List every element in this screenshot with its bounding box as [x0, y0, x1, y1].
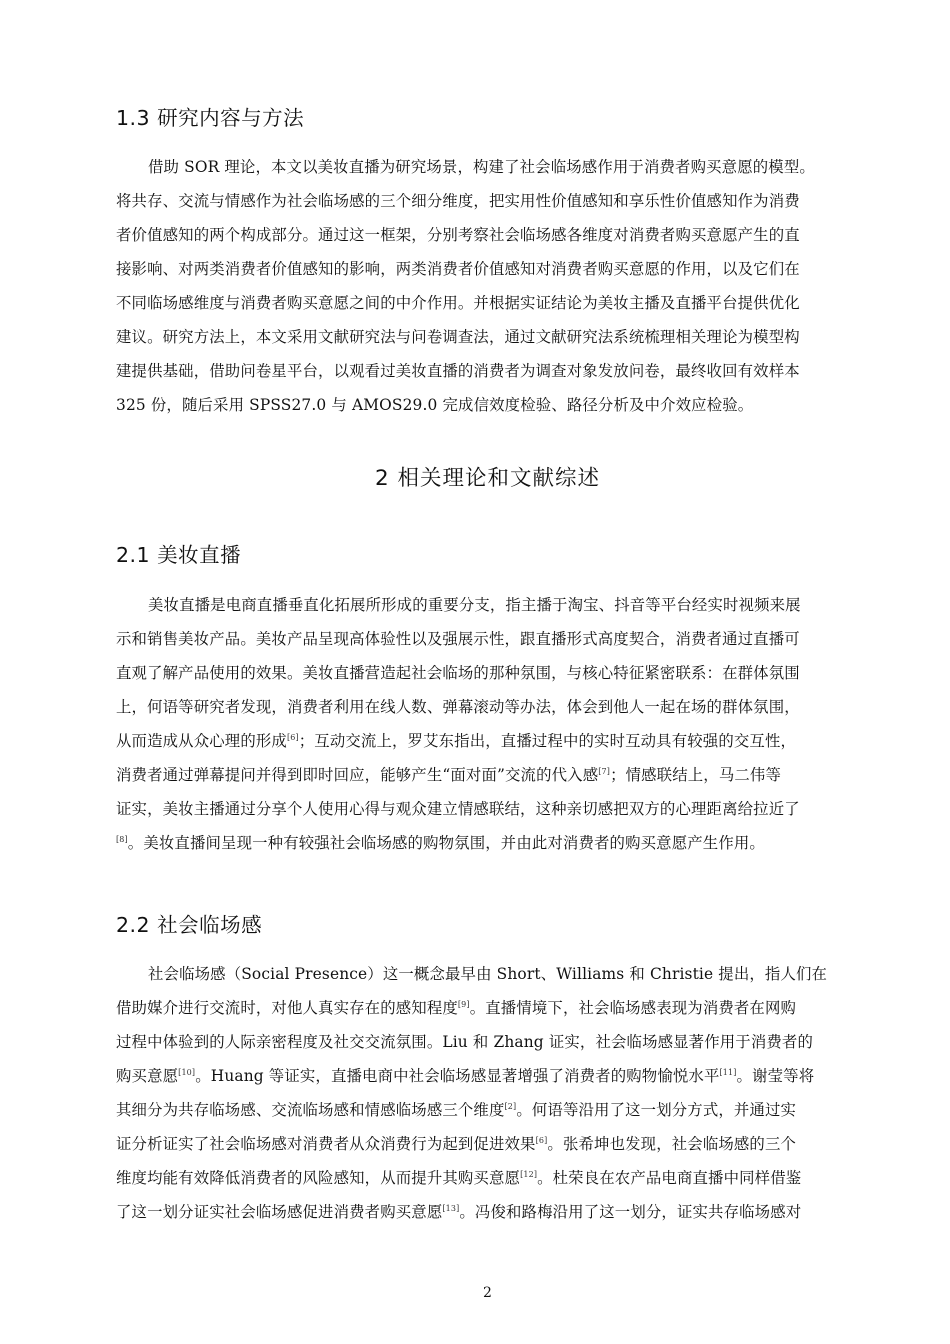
paragraph-line: [116, 1195, 860, 1229]
line-text: 借助媒介进行交流时，对他人真实存在的感知程度: [116, 999, 458, 1017]
paragraph-line: [116, 588, 860, 622]
paragraph-line: [116, 1093, 860, 1127]
line-text: 示和销售美妆产品。美妆产品呈现高体验性以及强展示性，跟直播形式高度契合，消费者通过直播可: [116, 630, 800, 648]
section-heading-2-2: 2.2 社会临场感: [116, 913, 263, 937]
paragraph-line: 将共存、交流与情感作为社会临场感的三个细分维度，把实用性价值感知和享乐性价值感知作为消费: [116, 192, 800, 210]
paragraph-line: [116, 1127, 860, 1161]
paragraph-line: [116, 1059, 860, 1093]
paragraph-line: [116, 724, 860, 758]
line-text: 证分析证实了社会临场感对消费者从众消费行为起到促进效果: [116, 1135, 536, 1153]
paragraph-line: [116, 656, 860, 690]
paragraph-social-presence: [116, 957, 860, 1229]
citation-ref: [11]: [719, 1068, 737, 1077]
line-text: 。杜荣良在农产品电商直播中同样借鉴: [537, 1169, 802, 1187]
line-text: ；互动交流上，罗艾东指出，直播过程中的实时互动具有较强的交互性，: [298, 732, 797, 750]
citation-ref: [8]: [116, 835, 128, 844]
citation-ref: [6]: [286, 733, 299, 742]
line-text: 。Huang 等证实，直播电商中社会临场感显著增强了消费者的购物愉悦水平: [195, 1067, 720, 1085]
paragraph-line: 建议。研究方法上，本文采用文献研究法与问卷调查法，通过文献研究法系统梳理相关理论为模型构: [116, 328, 800, 346]
citation-ref: [12]: [520, 1170, 538, 1179]
line-text: 从而造成从众心理的形成: [116, 732, 287, 750]
citation-ref: [2]: [504, 1102, 517, 1111]
paragraph-beauty-live-streaming: [116, 588, 860, 860]
line-text: 直观了解产品使用的效果。美妆直播营造起社会临场的那种氛围，与核心特征紧密联系：在群体氛围: [116, 664, 800, 682]
paragraph-line: [116, 758, 860, 792]
line-text: 了这一划分证实社会临场感促进消费者购买意愿: [116, 1203, 443, 1221]
line-text: 过程中体验到的人际亲密程度及社交交流氛围。Liu 和 Zhang 证实，社会临场感显著作用于消费者的: [116, 1033, 814, 1051]
citation-ref: [13]: [442, 1204, 460, 1213]
citation-ref: [6]: [535, 1136, 548, 1145]
line-text: 维度均能有效降低消费者的风险感知，从而提升其购买意愿: [116, 1169, 521, 1187]
paragraph-line: 接影响、对两类消费者价值感知的影响，两类消费者价值感知对消费者购买意愿的作用，以及它们在: [116, 260, 800, 278]
paragraph-line: [116, 1161, 860, 1195]
line-text: 。何语等沿用了这一划分方式，并通过实: [516, 1101, 797, 1119]
paragraph-line: [116, 690, 860, 724]
page-number: 2: [483, 1285, 492, 1301]
line-text: ；情感联结上，马二伟等: [610, 766, 782, 784]
section-heading-1-3: 1.3 研究内容与方法: [116, 106, 305, 130]
line-text: 购买意愿: [116, 1067, 179, 1085]
citation-ref: [9]: [457, 1000, 470, 1009]
paragraph-line: [116, 1025, 860, 1059]
paragraph-line: 借助 SOR 理论，本文以美妆直播为研究场景，构建了社会临场感作用于消费者购买意愿的模型。: [148, 158, 815, 176]
line-text: 其细分为共存临场感、交流临场感和情感临场感三个维度: [116, 1101, 505, 1119]
paragraph-line: [116, 957, 860, 991]
paragraph-line: [116, 792, 860, 826]
citation-ref: [7]: [598, 767, 611, 776]
line-text: 证实，美妆主播通过分享个人使用心得与观众建立情感联结，这种亲切感把双方的心理距离给拉近了: [116, 800, 800, 818]
paragraph-line: 325 份，随后采用 SPSS27.0 与 AMOS29.0 完成信效度检验、路径分析及中介效应检验。: [116, 396, 754, 414]
paragraph-line: [116, 622, 860, 656]
chapter-heading-2: 2 相关理论和文献综述: [374, 466, 600, 491]
paragraph-line: 不同临场感维度与消费者购买意愿之间的中介作用。并根据实证结论为美妆主播及直播平台提供优化: [116, 294, 800, 312]
line-text: 。冯俊和路梅沿用了这一划分，证实共存临场感对: [459, 1203, 802, 1221]
paragraph-line: 者价值感知的两个构成部分。通过这一框架，分别考察社会临场感各维度对消费者购买意愿产生的直: [116, 226, 800, 244]
line-text: 社会临场感（Social Presence）这一概念最早由 Short、Williams 和 Christie 提出，指人们在: [148, 965, 828, 983]
line-text: 上，何语等研究者发现，消费者利用在线人数、弹幕滚动等办法，体会到他人一起在场的群体氛围，: [116, 698, 800, 716]
paragraph-line: 建提供基础，借助问卷星平台，以观看过美妆直播的消费者为调查对象发放问卷，最终收回有效样本: [116, 362, 800, 380]
line-text: 。美妆直播间呈现一种有较强社会临场感的购物氛围，并由此对消费者的购买意愿产生作用。: [127, 834, 765, 852]
line-text: 美妆直播是电商直播垂直化拓展所形成的重要分支，指主播于淘宝、抖音等平台经实时视频来展: [148, 596, 801, 614]
line-text: 。谢莹等将: [736, 1067, 815, 1085]
paragraph-line: [116, 991, 860, 1025]
paragraph-research-content: [116, 150, 860, 422]
citation-ref: [10]: [178, 1068, 196, 1077]
line-text: 消费者通过弹幕提问并得到即时回应，能够产生“面对面”交流的代入感: [116, 766, 599, 784]
section-heading-2-1: 2.1 美妆直播: [116, 543, 242, 567]
paragraph-line: [116, 826, 860, 860]
line-text: 。张希坤也发现，社会临场感的三个: [547, 1135, 797, 1153]
line-text: 。直播情境下，社会临场感表现为消费者在网购: [469, 999, 797, 1017]
